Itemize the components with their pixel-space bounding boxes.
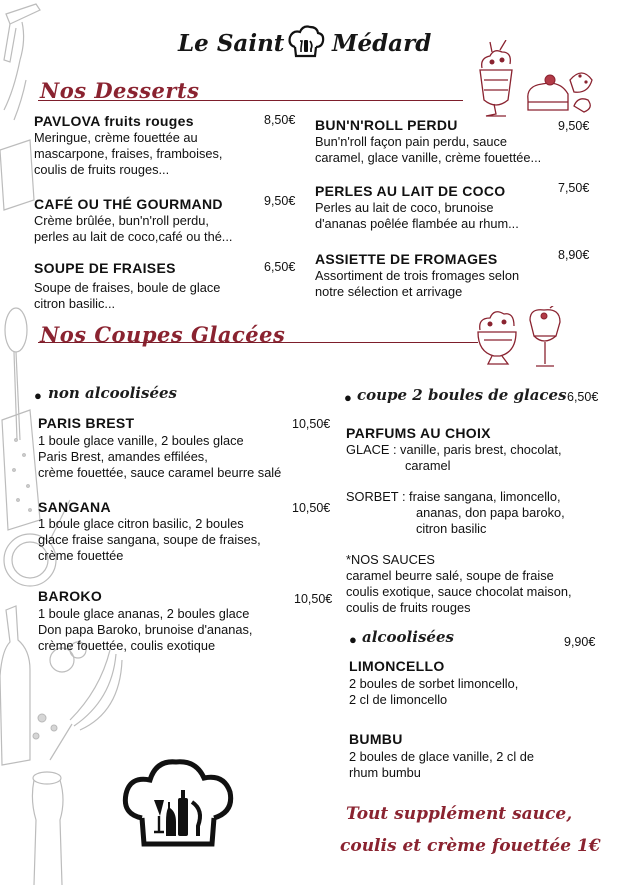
desc-line: 2 boules de glace vanille, 2 cl de (349, 749, 534, 764)
desc-line: Meringue, crème fouettée au (34, 130, 198, 145)
coupe-item-price: 10,50€ (292, 417, 331, 431)
desc-line: GLACE : vanille, paris brest, chocolat, (346, 442, 562, 457)
bottle-sketch-icon (0, 606, 30, 765)
desserts-title-rule (38, 100, 463, 101)
desc-line: crème fouettée, coulis exotique (38, 638, 216, 653)
dessert-item-name: PERLES AU LAIT DE COCO (315, 183, 506, 199)
coupe-item-name: LIMONCELLO (349, 658, 445, 674)
coupe-item-name: BAROKO (38, 588, 103, 604)
coupes-section-title: Nos Coupes Glacées (40, 322, 286, 347)
desc-line: crème fouettée, sauce caramel beurre salé (38, 465, 282, 480)
dessert-item-price: 9,50€ (558, 119, 590, 133)
footer-line: Tout supplément sauce, (346, 804, 573, 824)
coupe-item-description (38, 516, 261, 564)
desc-line: Don papa Baroko, brunoise d'ananas, (38, 622, 253, 637)
flavors-title: PARFUMS AU CHOIX (346, 425, 491, 441)
coupe-item-price: 10,50€ (292, 501, 331, 515)
desc-line: perles au lait de coco,café ou thé... (34, 229, 233, 244)
alcoholic-price: 9,90€ (564, 635, 596, 649)
desc-line: caramel (405, 458, 451, 473)
desc-line: citron basilic... (34, 296, 116, 311)
desc-line: coulis exotique, sauce chocolat maison, (346, 584, 572, 599)
desc-line: 1 boule glace vanille, 2 boules glace (38, 433, 244, 448)
restaurant-name-left: Le Saint (178, 30, 285, 57)
dessert-item-description (315, 134, 541, 166)
coupe-item-description (349, 676, 518, 708)
chef-hat-logo-icon (287, 23, 325, 61)
bullet-dot: ● (344, 390, 352, 405)
desc-line: Soupe de fraises, boule de glace (34, 280, 221, 295)
salt-grinder-sketch-icon (32, 772, 63, 885)
sundae-glasses-illustration-icon (474, 306, 570, 370)
grater-sketch-icon (2, 410, 40, 530)
desc-line: coulis de fruits rouges (346, 600, 471, 615)
dessert-item-price: 7,50€ (558, 181, 590, 195)
glace-flavors (346, 442, 562, 474)
desc-line: Assortiment de trois fromages selon (315, 268, 520, 283)
vegetables-sketch-icon (33, 642, 86, 739)
coupes-title-rule (38, 342, 478, 343)
coupe-item-description (349, 749, 534, 781)
coupe-item-description (38, 606, 252, 654)
restaurant-name-right: Médard (332, 30, 432, 57)
dessert-item-description (315, 268, 519, 300)
desserts-section-title: Nos Desserts (40, 78, 200, 103)
dessert-item-description (34, 130, 222, 178)
desc-line: ananas, don papa baroko, (416, 505, 565, 520)
two-scoops-subtitle: coupe 2 boules de glaces (357, 386, 567, 404)
desc-line: Perles au lait de coco, brunoise (315, 200, 494, 215)
dessert-item-price: 9,50€ (264, 194, 296, 208)
desc-line: Paris Brest, amandes effilées, (38, 449, 208, 464)
coupe-item-name: BUMBU (349, 731, 403, 747)
desc-line: mascarpone, fraises, framboises, (34, 146, 223, 161)
dessert-item-price: 8,90€ (558, 248, 590, 262)
desc-line: SORBET : fraise sangana, limoncello, (346, 489, 561, 504)
dessert-item-name: BUN'N'ROLL PERDU (315, 117, 458, 133)
dessert-item-name: ASSIETTE DE FROMAGES (315, 251, 498, 267)
dessert-item-description (34, 213, 232, 245)
dessert-item-description (315, 200, 519, 232)
dessert-cups-illustration-icon (470, 40, 596, 120)
dessert-item-name: CAFÉ OU THÉ GOURMAND (34, 196, 223, 212)
desc-line: Crème brûlée, bun'n'roll perdu, (34, 213, 209, 228)
desc-line: d'ananas poêlée flambée au rhum... (315, 216, 519, 231)
dessert-item-description (34, 280, 220, 312)
desc-line: *NOS SAUCES (346, 552, 435, 567)
whisk-sketch-icon (50, 650, 122, 760)
sauces-list (346, 552, 572, 616)
desc-line: Bun'n'roll façon pain perdu, sauce (315, 134, 507, 149)
coupe-item-description (38, 433, 281, 481)
dessert-item-price: 6,50€ (264, 260, 296, 274)
desc-line: 1 boule glace ananas, 2 boules glace (38, 606, 250, 621)
desc-line: 1 boule glace citron basilic, 2 boules (38, 516, 244, 531)
coupe-item-name: SANGANA (38, 499, 111, 515)
alcoholic-subtitle: alcoolisées (362, 628, 454, 646)
desc-line: caramel, glace vanille, crème fouettée... (315, 150, 542, 165)
non-alcoholic-subtitle: non alcoolisées (48, 384, 177, 402)
chef-hat-large-icon (118, 752, 238, 852)
sorbet-flavors (346, 489, 565, 537)
dessert-item-name: SOUPE DE FRAISES (34, 260, 176, 276)
dessert-item-name: PAVLOVA fruits rouges (34, 113, 194, 129)
spoon-sketch-icon (5, 308, 27, 440)
bullet-dot: ● (349, 632, 357, 647)
desc-line: crème fouettée (38, 548, 124, 563)
desc-line: coulis de fruits rouges... (34, 162, 170, 177)
bullet-dot: ● (34, 388, 42, 403)
coupe-item-price: 10,50€ (294, 592, 333, 606)
desc-line: rhum bumbu (349, 765, 421, 780)
desc-line: 2 cl de limoncello (349, 692, 448, 707)
two-scoops-price: 6,50€ (567, 390, 599, 404)
desc-line: glace fraise sangana, soupe de fraises, (38, 532, 261, 547)
desc-line: notre sélection et arrivage (315, 284, 463, 299)
footer-line: coulis et crème fouettée 1€ (340, 836, 601, 856)
desc-line: 2 boules de sorbet limoncello, (349, 676, 519, 691)
coupe-item-name: PARIS BREST (38, 415, 135, 431)
dessert-item-price: 8,50€ (264, 113, 296, 127)
desc-line: caramel beurre salé, soupe de fraise (346, 568, 554, 583)
supplement-note (340, 798, 601, 862)
desc-line: citron basilic (416, 521, 487, 536)
